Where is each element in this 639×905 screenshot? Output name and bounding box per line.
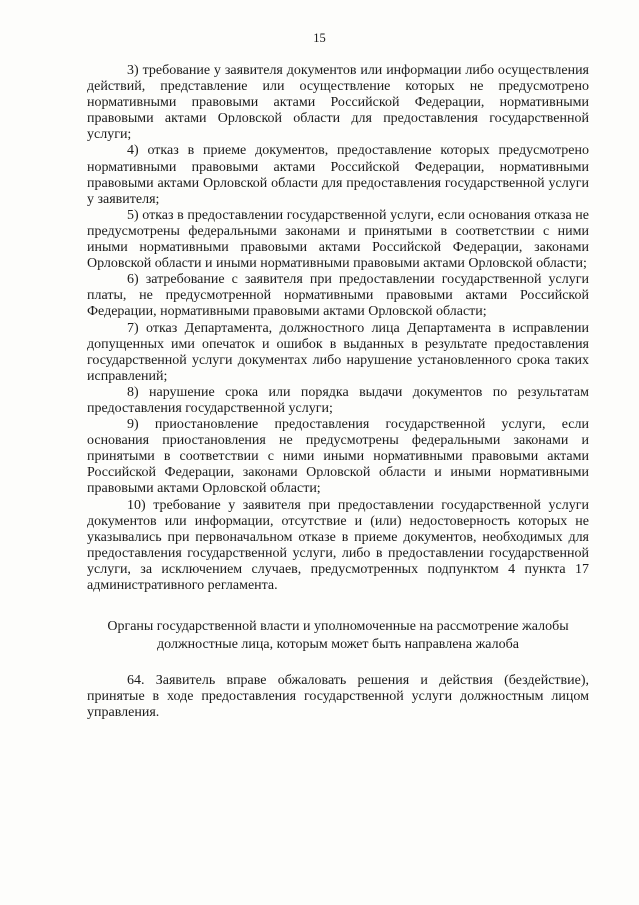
list-item: 6) затребование с заявителя при предоставлении государственной услуги платы, не предусмотренной нормативными правовыми актами Российской Федерации, нормативными правовыми актами Орловской области;	[87, 272, 589, 320]
page-number: 15	[313, 31, 326, 45]
list-item: 3) требование у заявителя документов или информации либо осуществления действий, представление или осуществление которых не предусмотрено нормативными правовыми актами Российской Федерации, нормативными правовыми актами Орловской области для предоставления государственной услуги;	[87, 63, 589, 143]
list-item: 9) приостановление предоставления государственной услуги, если основания приостановления не предусмотрены федеральными законами и принятыми в соответствии с ними иными нормативными правовыми актами Российской Федерации, законами Орловской области и иными нормативными правовыми актами Орловской области;	[87, 417, 589, 497]
list-item: 10) требование у заявителя при предоставлении государственной услуги документов или информации, отсутствие и (или) недостоверность которых не указывались при первоначальном отказе в приеме документов, необходимых для предоставления государственной услуги, либо в предоставлении государственной услуги, за исключением случаев, предусмотренных подпунктом 4 пункта 17 административного регламента.	[87, 497, 589, 593]
spacer	[87, 654, 589, 673]
list-item: 4) отказ в приеме документов, предоставление которых предусмотрено нормативными правовыми актами Российской Федерации, нормативными правовыми актами Орловской области для предоставления государственной услуги у заявителя;	[87, 143, 589, 207]
section-heading: Органы государственной власти и уполномоченные на рассмотрение жалобы должностные лица, которым может быть направлена жалоба	[107, 619, 569, 653]
document-body	[87, 63, 589, 721]
list-item: 5) отказ в предоставлении государственной услуги, если основания отказа не предусмотрены федеральными законами и принятыми в соответствии с ними иными нормативными правовыми актами Российской Федерации, законами Орловской области и иными нормативными правовыми актами Орловской области;	[87, 207, 589, 272]
paragraph-64: 64. Заявитель вправе обжаловать решения и действия (бездействие), принятые в ходе предоставления государственной услуги должностным лицом управления.	[87, 673, 589, 721]
list-item: 8) нарушение срока или порядка выдачи документов по результатам предоставления государственной услуги;	[87, 384, 589, 416]
list-item: 7) отказ Департамента, должностного лица Департамента в исправлении допущенных ими опечаток и ошибок в выданных в результате предоставления государственной услуги документах либо нарушение установленного срока таких исправлений;	[87, 320, 589, 384]
